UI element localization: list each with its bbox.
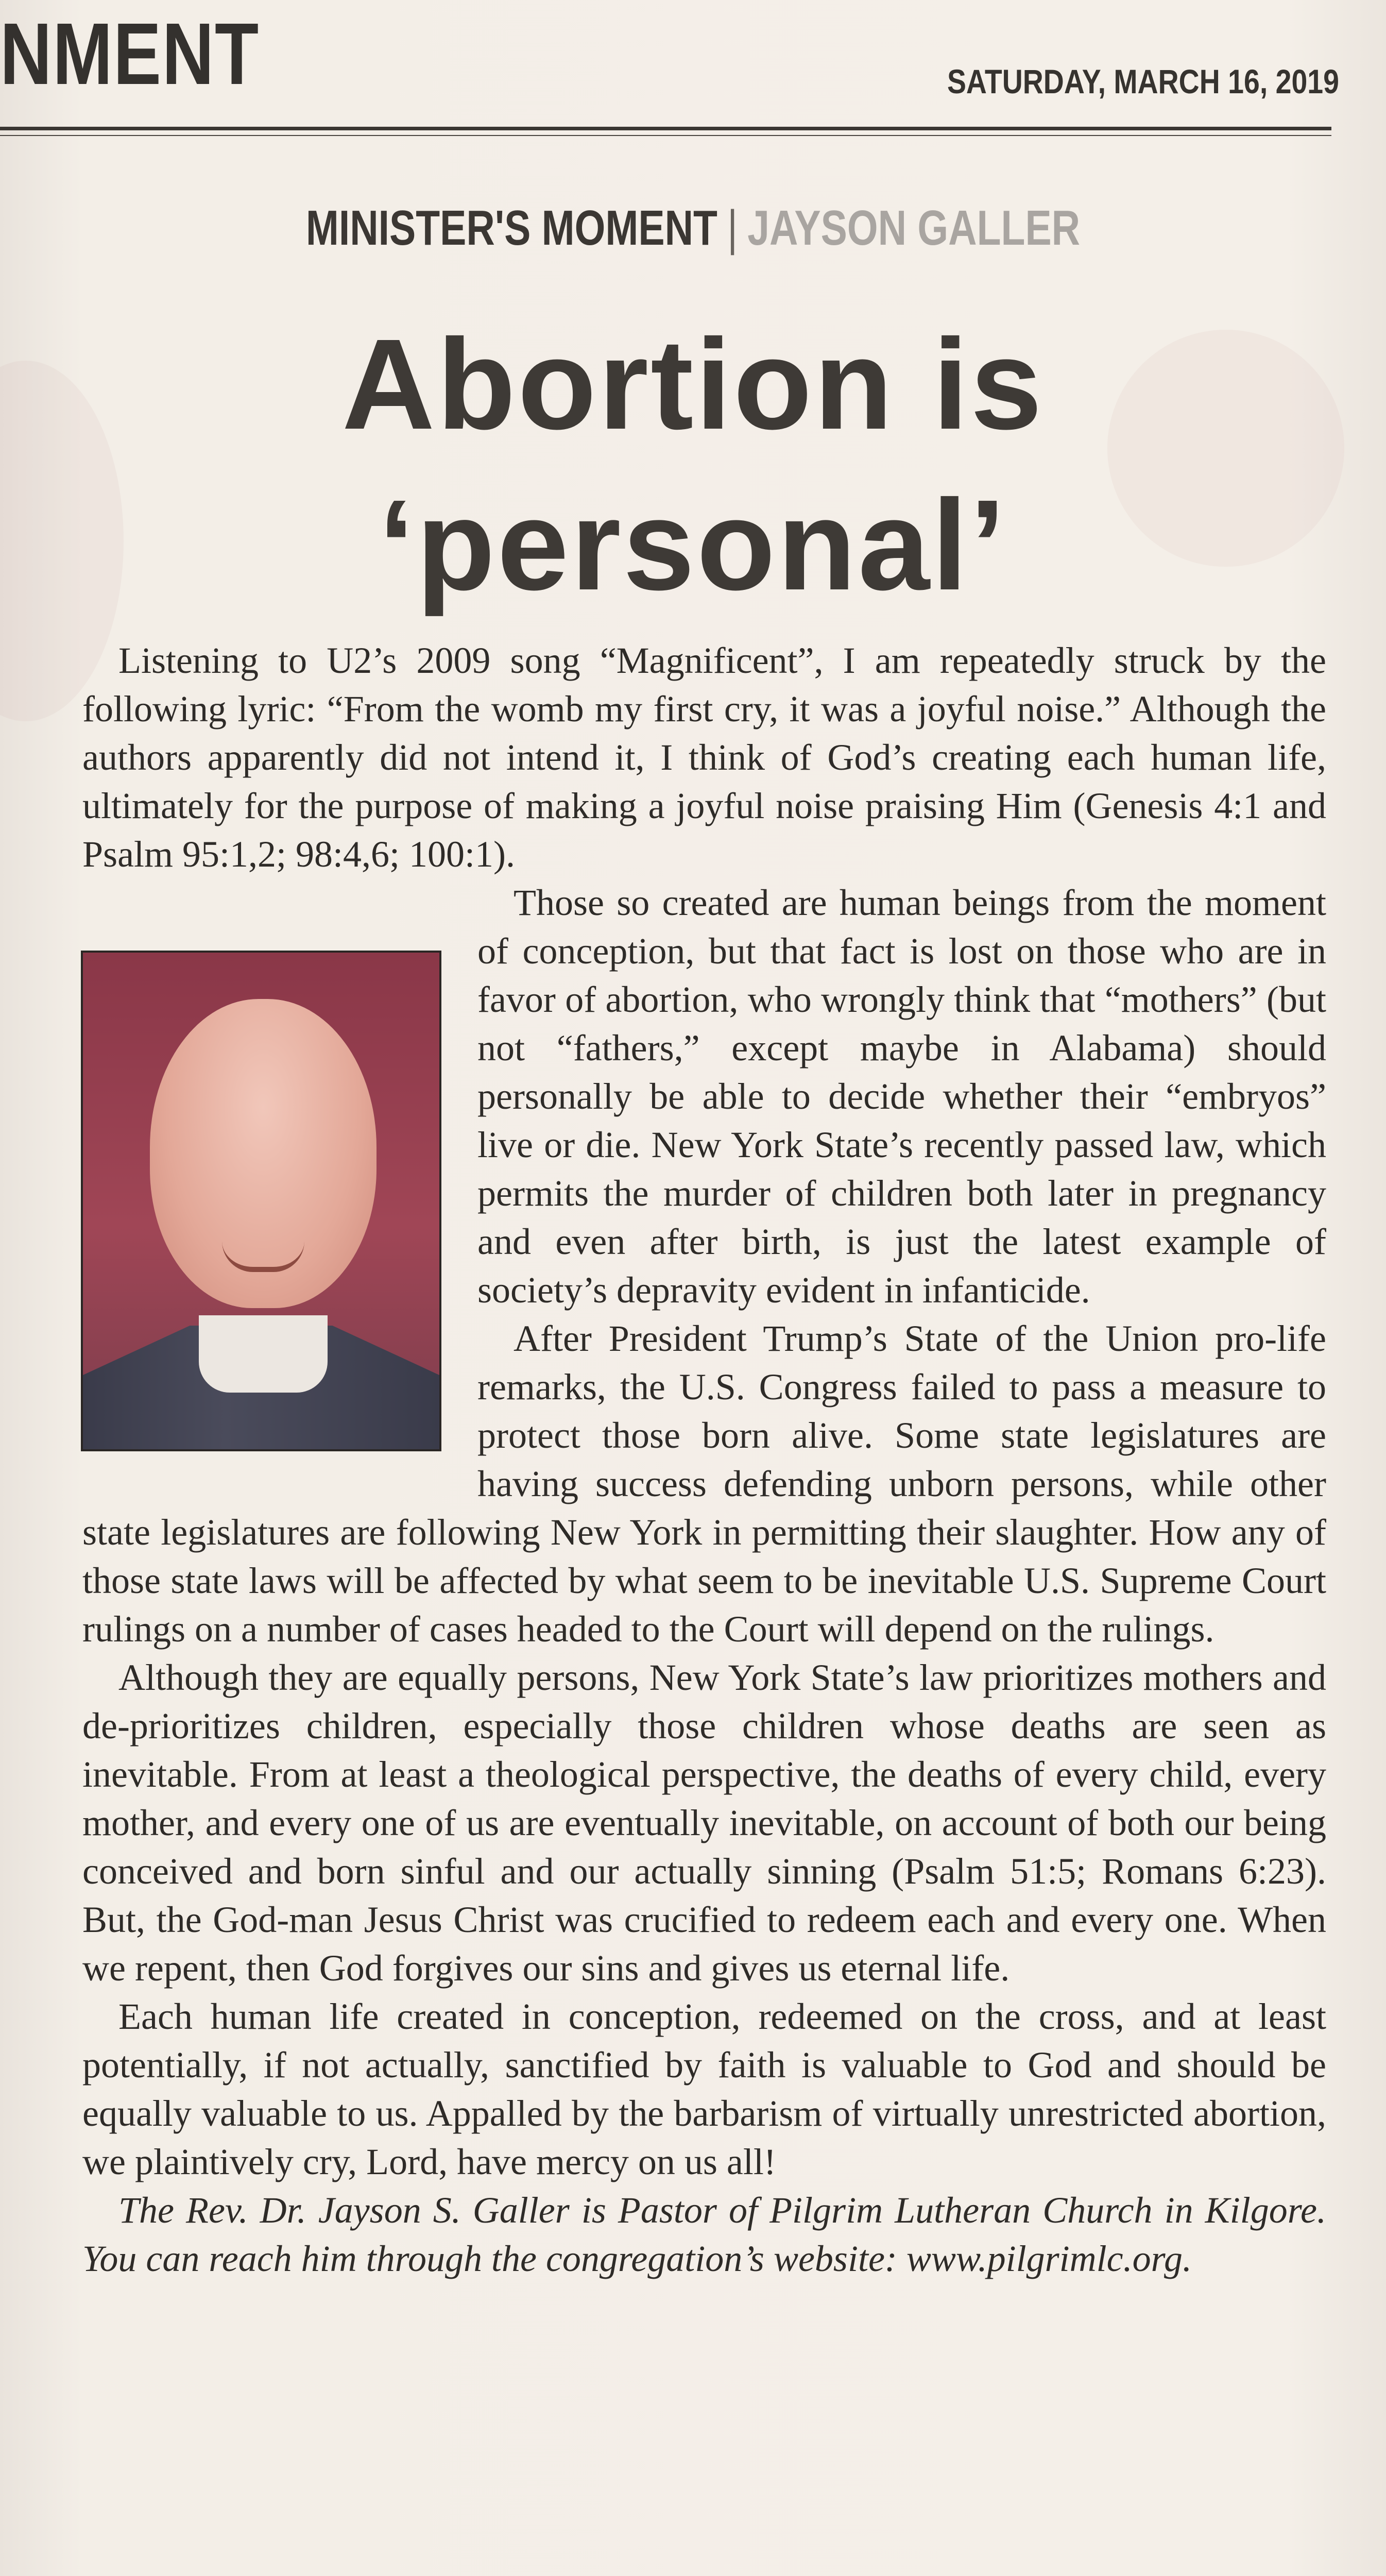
article-paragraph: Although they are equally persons, New York State’s law prioritizes mothers and de-prioritizes children, especially those children whose deaths are seen as inevitable. From at least a theological perspective, the deaths of every child, every mother, and every one of us are eventually inevitable, on account of both our being conceived and born sinful and our actually sinning (Psalm 51:5; Romans 6:23). But, the God-man Jesus Christ was crucified to redeem each and every one. When we repent, then God forgives our sins and gives us eternal life.: [82, 1657, 1326, 1989]
column-name: MINISTER'S MOMENT: [305, 200, 717, 256]
article-paragraph: After President Trump’s State of the Union pro-life remarks, the U.S. Congress failed to pass a measure to protect those born alive. Some state legislatures are having success defending unborn persons, while other state legislatures are following New York in permitting their slaughter. How any of those state laws will be affected by what seem to be inevitable U.S. Supreme Court rulings on a number of cases headed to the Court will depend on the rulings.: [82, 1318, 1326, 1650]
article-paragraph: Each human life created in conception, redeemed on the cross, and at least potentially, if not actually, sanctified by faith is valuable to God and should be equally valuable to us. Appalled by the barbarism of virtually unrestricted abortion, we plaintively cry, Lord, have mercy on us all!: [82, 1996, 1326, 2182]
headline-line-2: ‘personal’: [379, 473, 1007, 617]
author-portrait-photo: [81, 951, 441, 1451]
article-paragraph: Those so created are human beings from the moment of conception, but that fact is lost on those who are in favor of abortion, who wrongly think that “mothers” (but not “fathers,” except maybe in Alabama) should personally be able to decide whether their “embryos” live or die. New York State’s recently passed law, which permits the murder of children both later in pregnancy and even after birth, is just the latest example of society’s depravity evident in infanticide.: [477, 882, 1326, 1311]
kicker-separator: |: [727, 200, 738, 256]
article-headline: [0, 304, 1386, 625]
headline-line-1: Abortion is: [341, 312, 1045, 456]
column-author: JAYSON GALLER: [747, 200, 1081, 256]
author-bio: The Rev. Dr. Jayson S. Galler is Pastor of Pilgrim Lutheran Church in Kilgore. You can reach him through the congregation’s website: www.pilgrimlc.org.: [82, 2190, 1326, 2279]
masthead-rule-thin: [0, 135, 1331, 136]
article-body: [82, 636, 1326, 2283]
article-paragraph: Listening to U2’s 2009 song “Magnificent”, I am repeatedly struck by the following lyric: “From the womb my first cry, it was a joyful noise.” Although the authors apparently did not intend it, I think of God’s creating each human life, ultimately for the purpose of making a joyful noise praising Him (Genesis 4:1 and Psalm 95:1,2; 98:4,6; 100:1).: [82, 640, 1326, 875]
masthead-rule: [0, 127, 1331, 130]
issue-date: SATURDAY, MARCH 16, 2019: [947, 62, 1339, 100]
section-name: NMENT: [0, 5, 260, 103]
masthead: [0, 5, 1339, 103]
column-kicker: [0, 200, 1386, 256]
portrait-clerical-collar: [199, 1315, 328, 1393]
